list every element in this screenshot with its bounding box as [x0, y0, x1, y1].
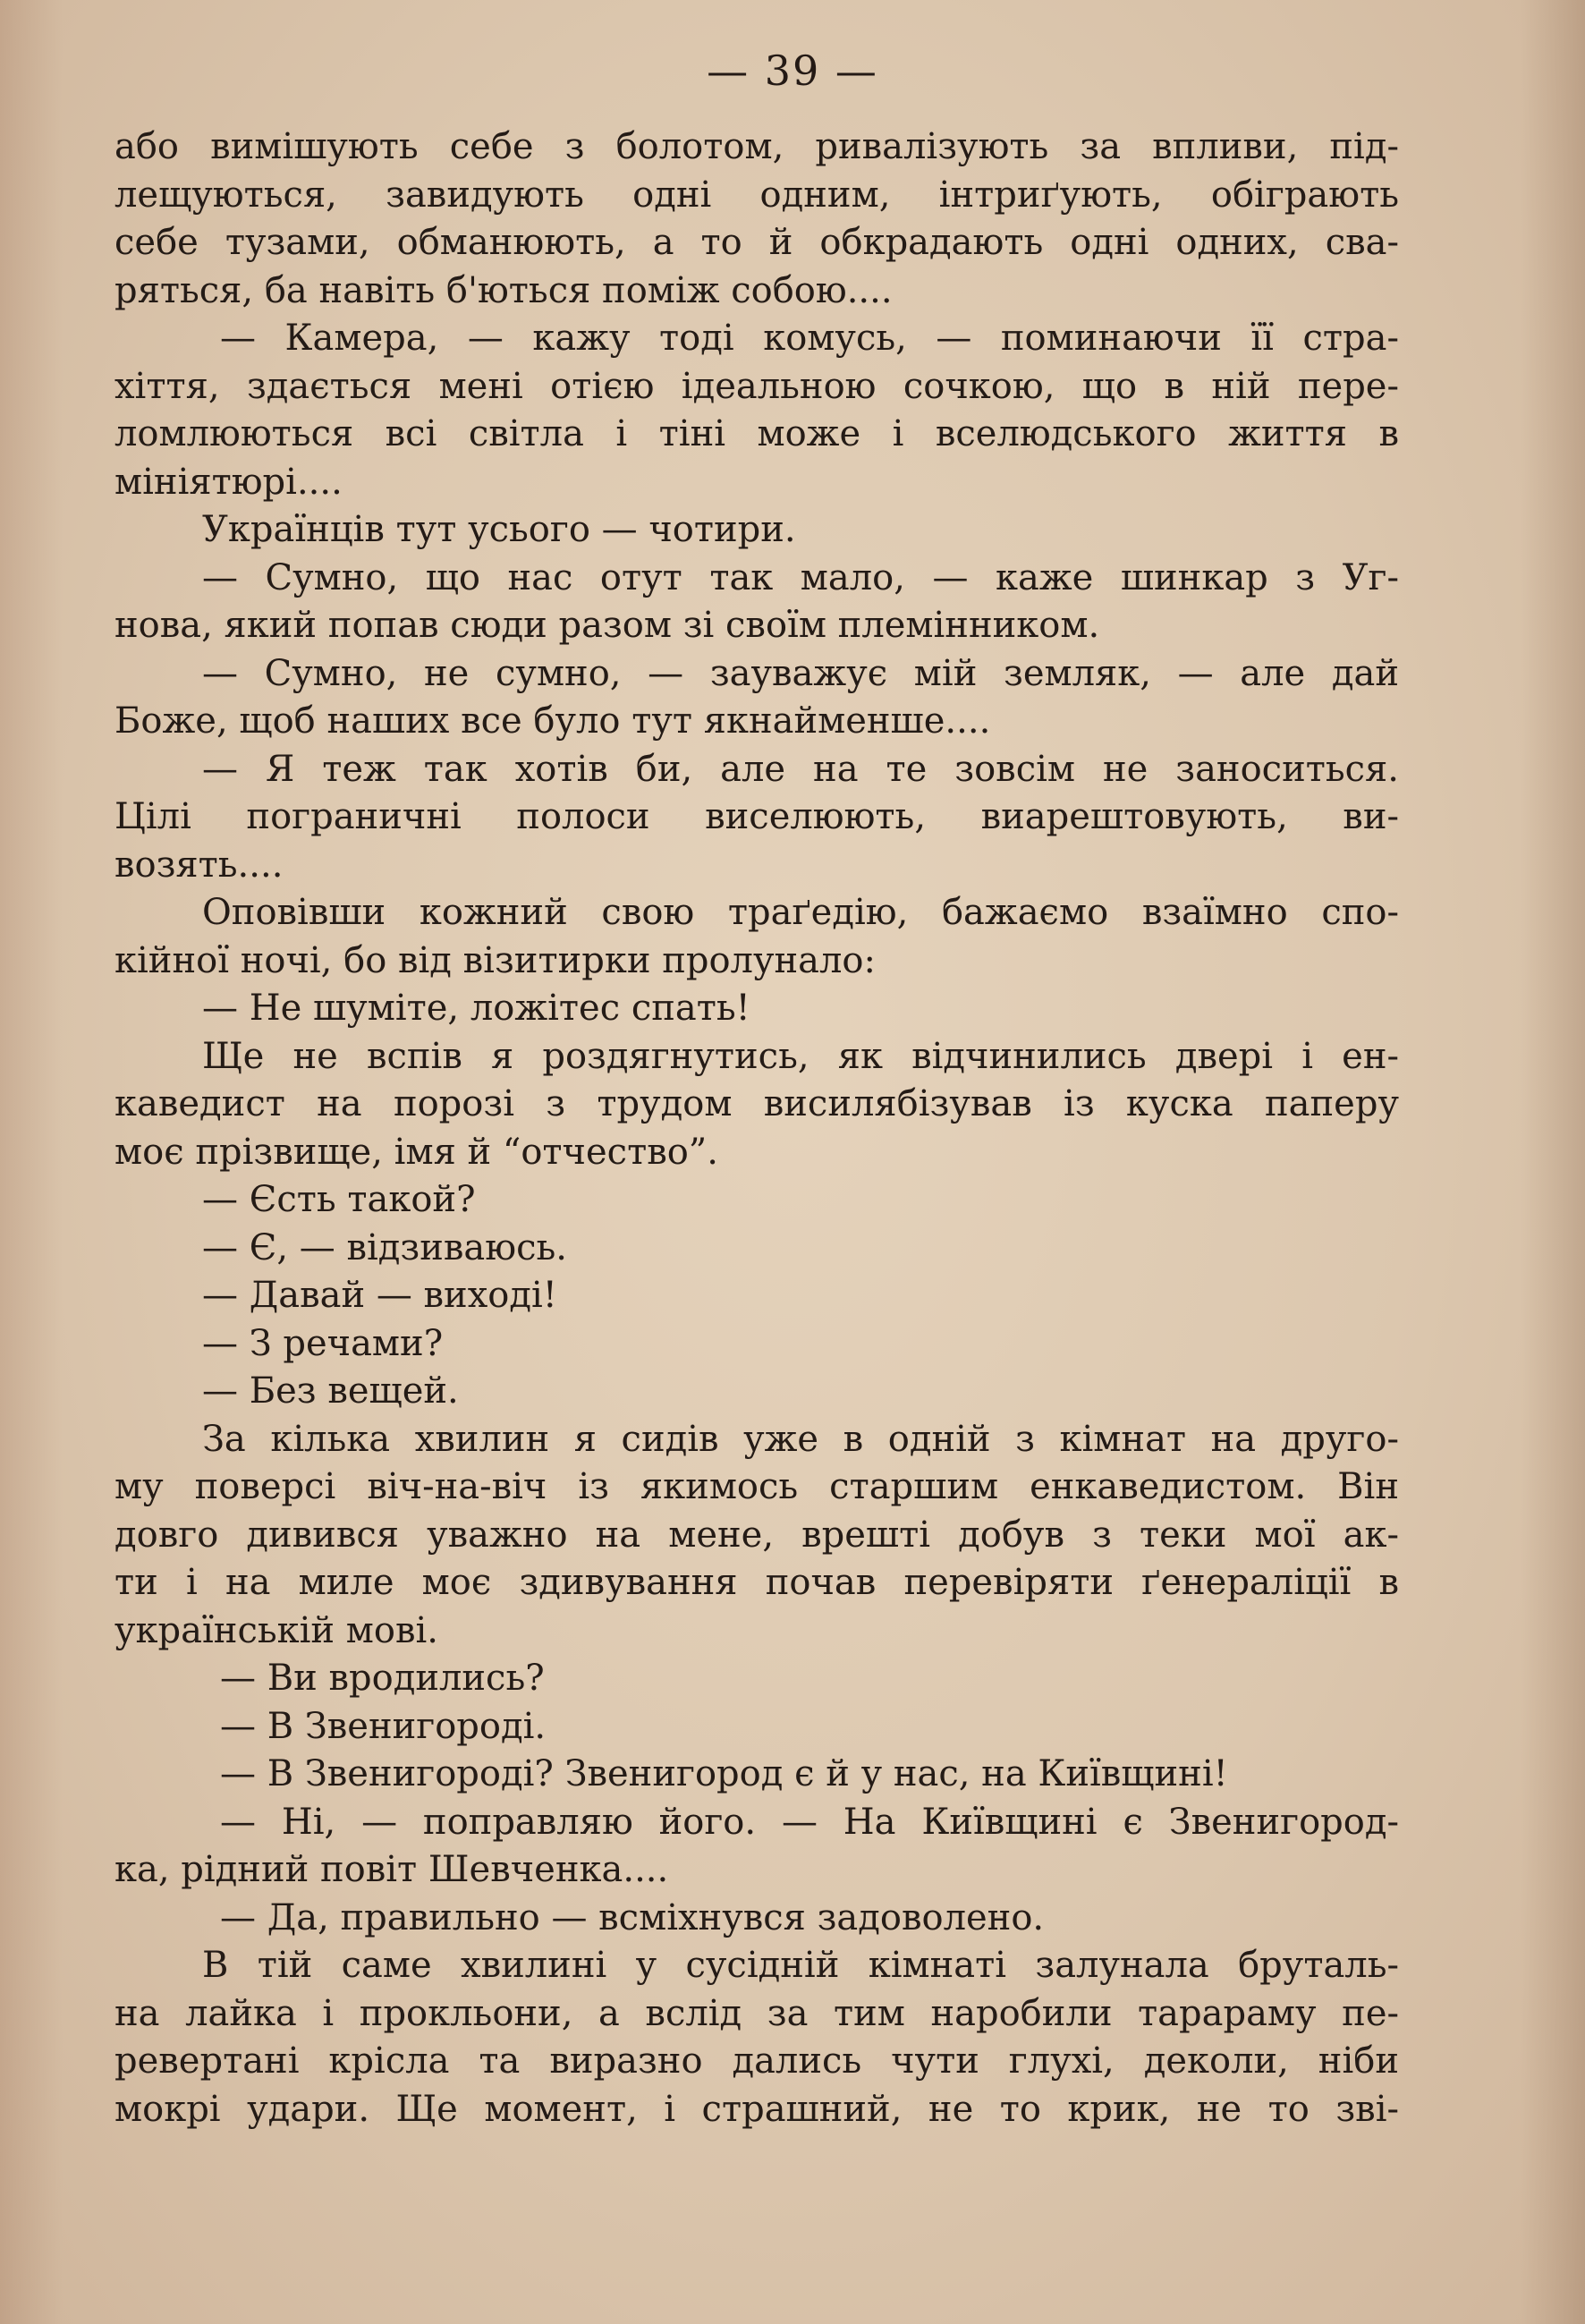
text-line: За кілька хвилин я сидів уже в одній з кімнат на друго- [202, 1418, 1399, 1460]
text-line: мокрі удари. Ще момент, і страшний, не то крик, не то зві- [114, 2088, 1399, 2130]
text-line: — Я теж так хотів би, але на те зовсім не заноситься. [202, 748, 1399, 790]
text-line: нова, який попав сюди разом зі своїм племінником. [114, 605, 1100, 646]
text-line: му поверсі віч-на-віч із якимось старшим енкаведистом. Він [114, 1466, 1399, 1507]
text-line: — Камера, — кажу тоді комусь, — поминаючи її стра- [220, 318, 1399, 359]
text-line: — Да, правильно — всміхнувся задоволено. [220, 1896, 1045, 1938]
text-line: ломлюються всі світла і тіні може і вселюдського життя в [114, 413, 1399, 454]
page-text [114, 123, 1399, 2133]
text-line: себе тузами, обманюють, а то й обкрадають одні одних, сва- [114, 222, 1399, 263]
text-line: ряться, ба навіть б'ються поміж собою.... [114, 269, 893, 311]
text-line: хіття, здається мені отією ідеальною сочкою, що в ній пере- [114, 365, 1399, 407]
text-line: ревертані крісла та виразно дались чути глухі, деколи, ніби [114, 2040, 1399, 2082]
text-line: Цілі пограничні полоси виселюють, виарештовують, ви- [114, 796, 1399, 837]
text-line: — Ні, — поправляю його. — На Київщині є Звенигород- [220, 1801, 1399, 1843]
text-line: Ще не вспів я роздягнутись, як відчинились двері і ен- [202, 1035, 1399, 1077]
text-line: моє прізвище, імя й “отчество”. [114, 1131, 718, 1173]
text-line: каведист на порозі з трудом висилябізував із куска паперу [114, 1083, 1399, 1124]
text-line: або вимішують себе з болотом, ривалізують за впливи, під- [114, 126, 1399, 167]
text-line: мініятюрі.... [114, 461, 343, 503]
text-line: — Є, — відзиваюсь. [202, 1226, 567, 1268]
text-line: — Сумно, не сумно, — зауважує мій земляк, — але дай [202, 652, 1399, 694]
text-line: українській мові. [114, 1609, 439, 1651]
text-line: Оповівши кожний свою траґедію, бажаємо взаїмно спо- [202, 892, 1399, 933]
text-line: ти і на миле моє здивування почав перевіряти ґенераліції в [114, 1562, 1399, 1603]
text-line: — Не шуміте, ложітес спать! [202, 988, 750, 1029]
text-line: — З речами? [202, 1322, 444, 1364]
text-line: Українців тут усього — чотири. [202, 509, 796, 550]
text-line: — В Звенигороді. [220, 1705, 547, 1747]
page-number: — 39 — [707, 47, 878, 95]
text-line: лещуються, завидують одні одним, інтриґують, обіграють [114, 174, 1399, 216]
text-line: — Єсть такой? [202, 1179, 476, 1220]
text-line: — Ви вродились? [220, 1658, 545, 1699]
text-line: возять.... [114, 844, 284, 886]
text-line: — Сумно, що нас отут так мало, — каже шинкар з Уг- [202, 556, 1399, 598]
text-line: Боже, щоб наших все було тут якнайменше.... [114, 700, 991, 742]
text-line: В тій саме хвилині у сусідній кімнаті залунала бруталь- [202, 1945, 1399, 1986]
text-line: кійної ночі, бо від візитирки пролунало: [114, 939, 876, 981]
text-line: — В Звенигороді? Звенигород є й у нас, на Київщині! [220, 1753, 1228, 1794]
text-line: на лайка і прокльони, а вслід за тим наробили тарараму пе- [114, 1992, 1399, 2034]
text-line: — Без вещей. [202, 1370, 459, 1412]
text-line: ка, рідний повіт Шевченка.... [114, 1849, 669, 1890]
text-line: — Давай — виході! [202, 1275, 557, 1316]
text-line: довго дивився уважно на мене, врешті добув з теки мої ак- [114, 1514, 1399, 1556]
